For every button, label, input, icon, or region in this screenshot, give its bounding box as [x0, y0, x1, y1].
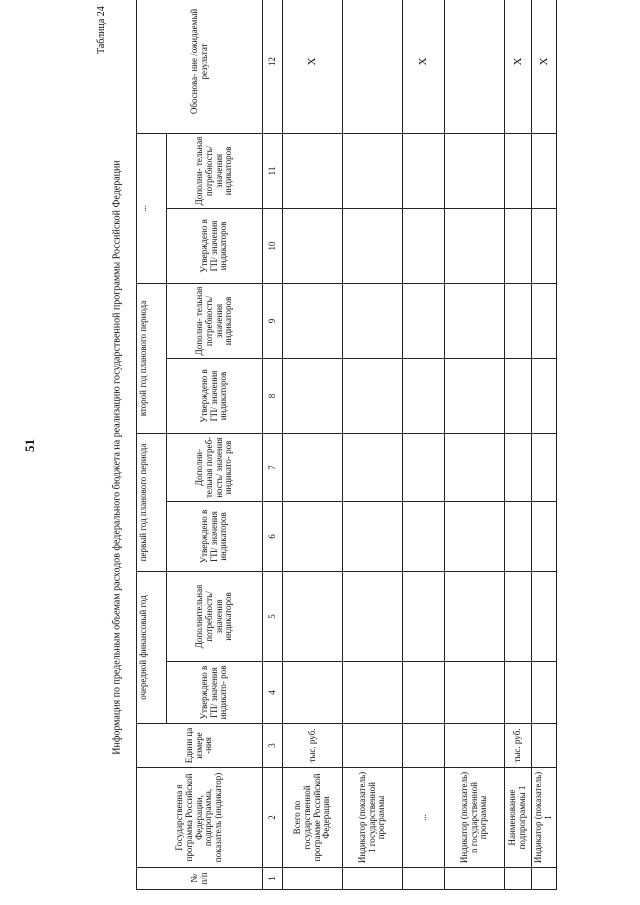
row-unit: тыс. руб. [283, 724, 343, 768]
column-number: 4 [263, 662, 283, 724]
header-fy-additional: Дополнительная потребность/ значения индикаторов [167, 571, 263, 661]
row-result: X [283, 0, 343, 133]
row-result [445, 0, 505, 133]
column-number: 6 [263, 501, 283, 571]
table-row [343, 0, 403, 890]
table-row [445, 0, 505, 890]
table-row [403, 0, 445, 890]
page-number: 51 [22, 439, 37, 452]
header-group-plan-year-1: первый год планового периода [137, 433, 167, 571]
column-number: 7 [263, 433, 283, 501]
header-more-approved: Утверждено в ГП/ значения индикаторов [167, 208, 263, 283]
row-unit [343, 724, 403, 768]
header-p2-additional: Дополни- тельная потребность/ значения индикаторов [167, 283, 263, 358]
row-name: Индикатор (показатель) 1 [532, 768, 557, 868]
table-title: Информация по предельным объемам расходов федерального бюджета на реализацию государственной программы Российской Федерации [111, 160, 123, 755]
table-caption: Таблица 24 [96, 6, 107, 54]
header-group-plan-year-2: второй год планового периода [137, 283, 167, 433]
header-p2-approved: Утверждено в ГП/ значения индикаторов [167, 358, 263, 433]
row-name: Индикатор (показатель) n государственной программы [445, 768, 505, 868]
row-result: X [532, 0, 557, 133]
row-unit: тыс. руб. [505, 724, 532, 768]
header-justification: Обоснова- ние /ожидаемый результат [137, 0, 263, 133]
column-number: 3 [263, 724, 283, 768]
column-number: 11 [263, 133, 283, 208]
header-fy-approved: Утверждено в ГП/ значения индикато- ров [167, 662, 263, 724]
column-number: 12 [263, 0, 283, 133]
row-result: X [403, 0, 445, 133]
row-name: ... [403, 768, 445, 868]
column-number: 2 [263, 768, 283, 868]
column-number: 1 [263, 868, 283, 890]
row-result [343, 0, 403, 133]
header-group-fiscal-year: очередной финансовый год [137, 571, 167, 723]
row-name: Всего по государственной программе Российской Федерации [283, 768, 343, 868]
table-row [505, 0, 532, 890]
column-number: 5 [263, 571, 283, 661]
header-group-more: ... [137, 133, 167, 283]
table-row [283, 0, 343, 890]
column-number: 8 [263, 358, 283, 433]
column-number: 9 [263, 283, 283, 358]
row-result: X [505, 0, 532, 133]
row-unit [532, 724, 557, 768]
budget-table [136, 0, 557, 890]
header-unit: Едини ца измере -ния [137, 724, 263, 768]
header-no: № п/п [137, 868, 263, 890]
row-name: Индикатор (показатель) 1 государственной программы [343, 768, 403, 868]
header-name: Государственна я программа Российской Федерации, подпрограмма, показатель (индикатор) [137, 768, 263, 868]
rotated-table-container [136, 8, 556, 890]
table-row [532, 0, 557, 890]
row-unit [445, 724, 505, 768]
column-number: 10 [263, 208, 283, 283]
row-unit [403, 724, 445, 768]
row-name: Наименование подпрограммы 1 [505, 768, 532, 868]
header-p1-additional: Дополни- тельная потреб- ность/ значения индикато- ров [167, 433, 263, 501]
header-more-additional: Дополни- тельная потребность/ значения индикаторов [167, 133, 263, 208]
header-p1-approved: Утверждено в ГП/ значения индикаторов [167, 501, 263, 571]
